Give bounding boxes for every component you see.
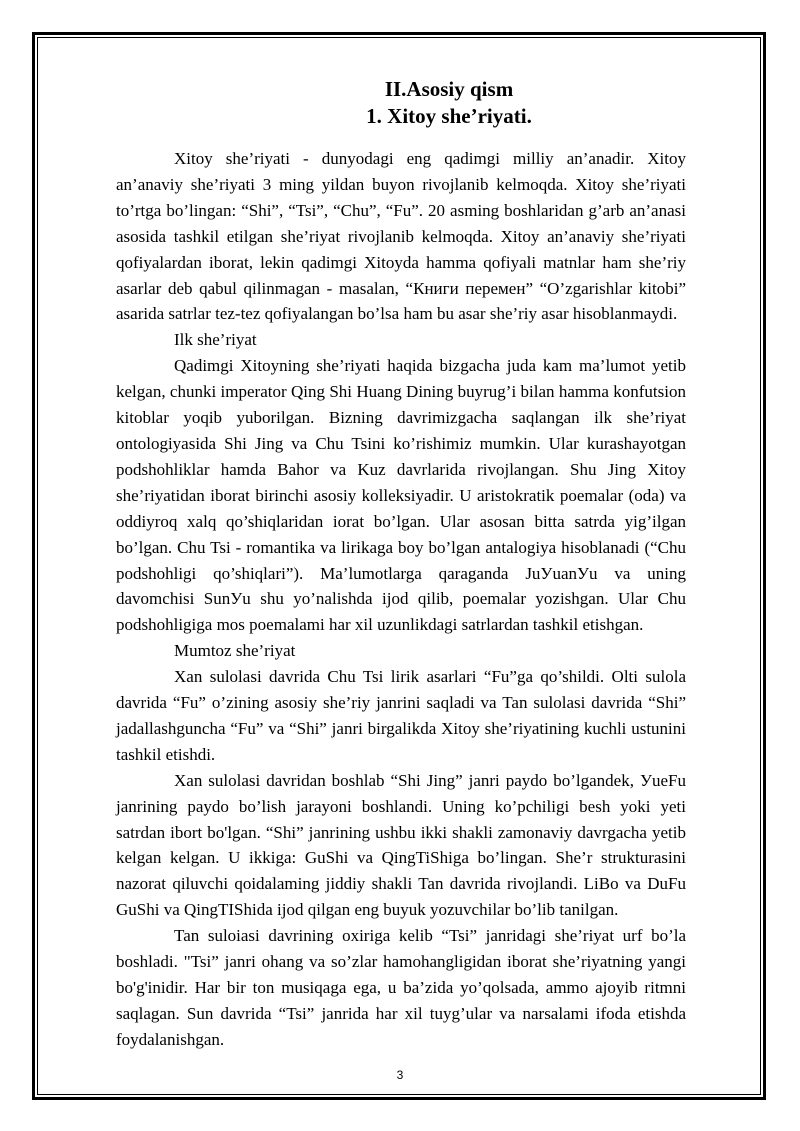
paragraph-han-dynasty: Xan sulolasi davrida Chu Tsi lirik asarlari “Fu”ga qo’shildi. Olti sulola davrida “Fu” o’zining asosiy she’riy janrini saqladi va Tan sulolasi davrida “Shi” jadallashguncha “Fu” va “Shi” janri birgalikda Xitoy she’riyatining kuchli ustunini tashkil etishdi. xyxy=(116,667,686,764)
paragraph-intro: Xitoy she’riyati - dunyodagi eng qadimgi milliy an’anadir. Xitoy an’anaviy she’riyati 3 ming yildan buyon rivojlanib kelmoqda. Xitoy she’riyati to’rtga bo’lingan: “Shi”, “Tsi”, “Chu”, “Fu”. 20 asming boshlaridan g’arb an’anasi asosida tashkil etilgan she’riyat rivojlanib kelmoqda. Xitoy an’anaviy she’riyati qofiyalardan iborat, lekin qadimgi Xitoyda hamma qofiyali matnlar ham she’riy asarlar deb qabul qilinmagan - masalan, “Книги перемен” “O’zgarishlar kitobi” asarida satrlar tez-tez qofiyalangan bo’lsa ham bu asar she’riy asar hisoblanmaydi. xyxy=(116,149,686,324)
chapter-title: 1. Xitoy she’riyati. xyxy=(366,104,532,128)
page-number: 3 xyxy=(396,1068,404,1082)
section-title: II.Asosiy qism xyxy=(384,77,514,101)
subheading-early-poetry: Ilk she’riyat xyxy=(174,330,257,350)
document-body xyxy=(116,76,686,1053)
paragraph-early-poetry: Qadimgi Xitoyning she’riyati haqida bizgacha juda kam ma’lumot yetib kelgan, chunki imperator Qing Shi Huang Dining buyrug’i bilan hamma konfutsion kitoblar yoqib yuborilgan. Bizning davrimizgacha saqlangan ilk she’riyat ontologiyasida Shi Jing va Chu Tsini ko’rishimiz mumkin. Ular kurashayotgan podshohliklar hamda Bahor va Kuz davrlarida rivojlangan. Shu Jing Xitoy she’riyatidan iborat birinchi asosiy kolleksiyadir. U aristokratik poemalar (oda) va oddiyroq xalq qo’shiqlaridan iorat bo’lgan. Ular asosan bitta satrda yig’ilgan bo’lgan. Chu Tsi - romantika va lirikaga boy bo’lgan antalogiya hisoblanadi (“Chu podshohligi qo’shiqlari”). Ma’lumotlarga qaraganda JuУuanУu va uning davomchisi SunУu shu yo’nalishda ijod qilib, poemalar yozishgan. Ular Chu podshohligiga mos poemalami har xil uzunlikdagi satrlardan tashkil etishgan. xyxy=(116,356,686,635)
paragraph-shi-jing: Xan sulolasi davridan boshlab “Shi Jing” janri paydo bo’lgandek, УueFu janrining paydo bo’lish jarayoni boshlandi. Uning ko’pchiligi besh yoki yeti satrdan ibort bo'lgan. “Shi” janrining ushbu ikki shakli zamonaviy davrgacha yetib kelgan kelgan. U ikkiga: GuShi va QingTiShiga bo’lingan. She’r strukturasini nazorat qiluvchi qoidalaming jiddiy shakli Tan davrida rivojlandi. LiBo va DuFu GuShi va QingTIShida ijod qilgan eng buyuk yozuvchilar bo’lib tanilgan. xyxy=(116,770,686,920)
subheading-classical-poetry: Mumtoz she’riyat xyxy=(174,641,296,661)
paragraph-tsi-genre: Tan suloiasi davrining oxiriga kelib “Tsi” janridagi she’riyat urf bo’la boshladi. "Tsi” janri ohang va so’zlar hamohangligidan iborat she’riyatning yangi bo'g'inidir. Har bir ton musiqaga ega, u ba’zida yo’qolsada, ammo ajoyib ritmni saqlagan. Sun davrida “Tsi” janrida har xil tuyg’ular va narsalami ifoda etishda foydalanishgan. xyxy=(116,926,686,1049)
